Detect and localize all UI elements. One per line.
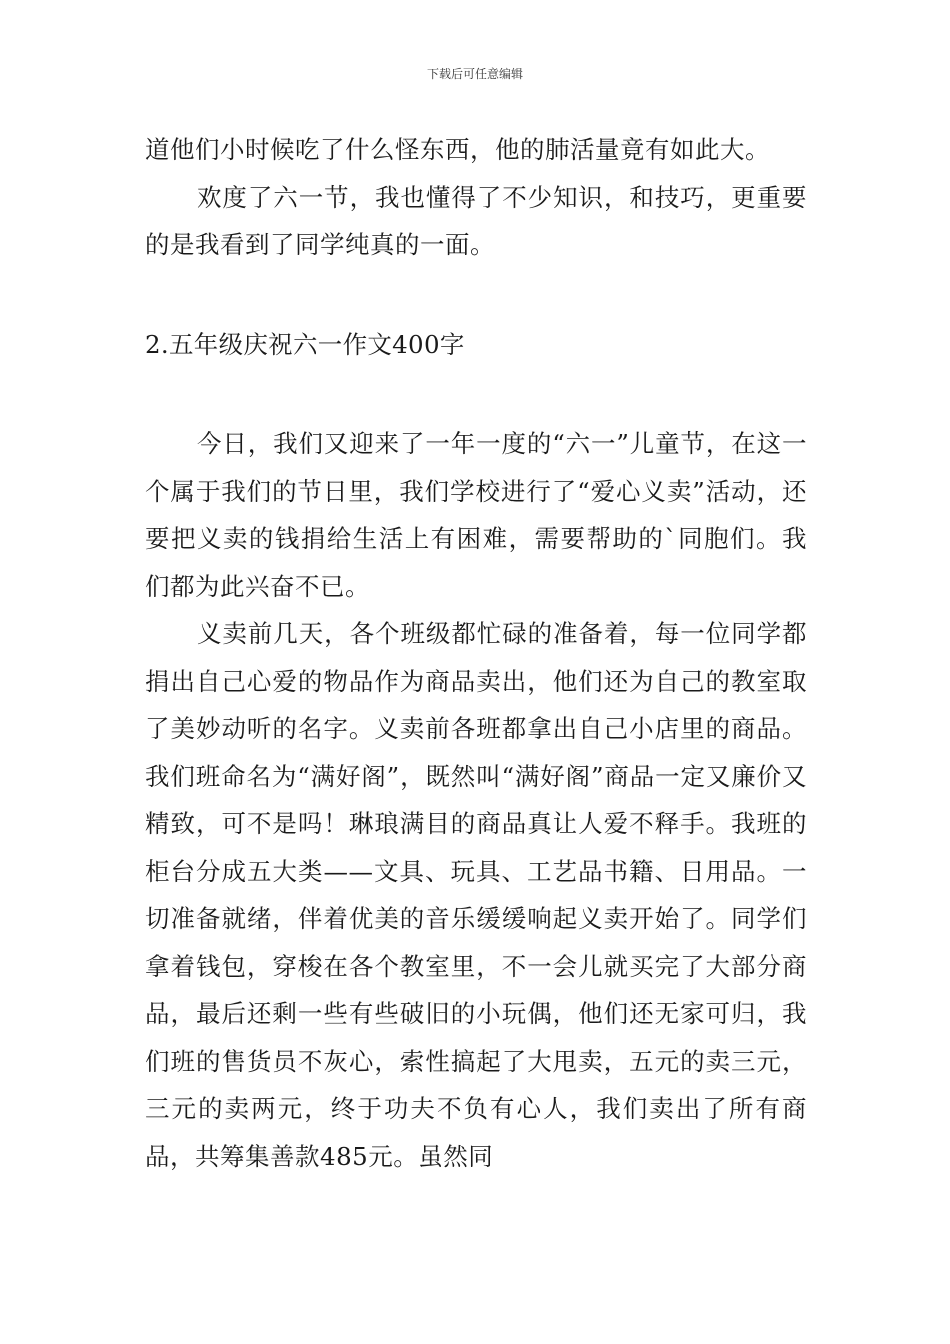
paragraph-continuation: 道他们小时候吃了什么怪东西，他的肺活量竟有如此大。 [145, 135, 770, 164]
paragraph-body: 义卖前几天，各个班级都忙碌的准备着，每一位同学都捐出自己心爱的物品作为商品卖出，他们还为自己的教室取了美妙动听的名字。义卖前各班都拿出自己小店里的商品。我们班命名为“满好阁”，既然叫“满好阁”商品一定又廉价又精致，可不是吗！琳琅满目的商品真让人爱不释手。我班的柜台分成五大类——文具、玩具、工艺品书籍、日用品。一切准备就绪，伴着优美的音乐缓缓响起义卖开始了。同学们拿着钱包，穿梭在各个教室里，不一会儿就买完了大部分商品，最后还剩一些有些破旧的小玩偶，他们还无家可归，我们班的售货员不灰心，索性搞起了大甩卖，五元的卖三元，三元的卖两元，终于功夫不负有心人，我们卖出了所有商品，共筹集善款485元。虽然同 [145, 619, 807, 1171]
document-body [145, 126, 807, 1180]
paragraph-conclusion: 欢度了六一节，我也懂得了不少知识，和技巧，更重要的是我看到了同学纯真的一面。 [145, 182, 807, 259]
paragraph-intro: 今日，我们又迎来了一年一度的“六一”儿童节，在这一个属于我们的节日里，我们学校进行了“爱心义卖”活动，还要把义卖的钱捐给生活上有困难，需要帮助的`同胞们。我们都为此兴奋不已。 [145, 429, 807, 601]
section-heading: 2.五年级庆祝六一作文400字 [145, 329, 465, 359]
page-header: 下载后可任意编辑 [426, 67, 523, 81]
